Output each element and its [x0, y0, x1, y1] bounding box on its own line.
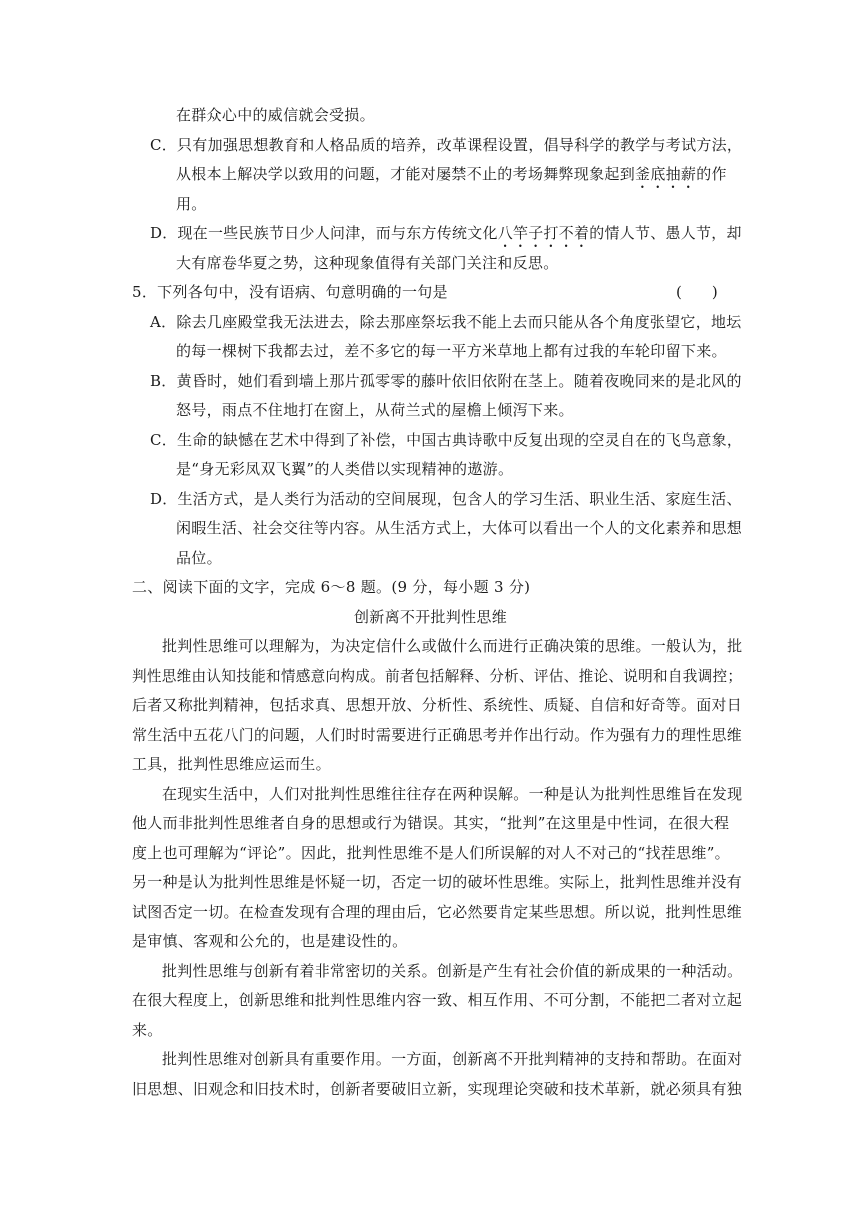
q5-answer-blank: ( )	[676, 283, 718, 301]
q4-option-c-line3: 用。	[176, 195, 207, 213]
paragraph-line: 旧思想、旧观念和旧技术时，创新者要破旧立新，实现理论突破和技术革新，就必须具有独	[132, 1080, 742, 1098]
paragraph-line: 是审慎、客观和公允的，也是建设性的。	[132, 932, 408, 950]
q5-option-b-line2: 怒号，雨点不住地打在窗上，从荷兰式的屋檐上倾泻下来。	[176, 401, 574, 419]
q4-option-c-text: 从根本上解决学以致用的问题，才能对屡禁不止的考场舞弊现象起到	[176, 165, 636, 183]
q4-option-c-text-end: 的作	[696, 165, 727, 183]
paragraph-line: 常生活中五花八门的问题，人们时时需要进行正确思考并作出行动。作为强有力的理性思维	[132, 726, 742, 744]
paragraph-line: 他人而非批判性思维者自身的思想或行为错误。其实，“批判”在这里是中性词，在很大程	[132, 814, 730, 832]
paragraph-line: 批判性思维对创新具有重要作用。一方面，创新离不开批判精神的支持和帮助。在面对	[162, 1050, 743, 1068]
paragraph-line: 度上也可理解为“评论”。因此，批判性思维不是人们所误解的对人不对己的“找茬思维”。	[132, 844, 730, 862]
q4-option-d-line1	[150, 223, 742, 243]
paragraph-line: 判性思维由认知技能和情感意向构成。前者包括解释、分析、评估、推论、说明和自我调控；	[132, 667, 743, 685]
q5-option-d-line2: 闲暇生活、社会交往等内容。从生活方式上，大体可以看出一个人的文化素养和思想	[176, 519, 743, 537]
q4-option-d-line2: 大有席卷华夏之势，这种现象值得有关部门关注和反思。	[176, 254, 559, 272]
q4-option-d-text: D．现在一些民族节日少人问津，而与东方传统文化	[150, 224, 498, 242]
paragraph-line: 批判性思维与创新有着非常密切的关系。创新是产生有社会价值的新成果的一种活动。	[162, 962, 743, 980]
paragraph-line: 另一种是认为批判性思维是怀疑一切，否定一切的破坏性思维。实际上，批判性思维并没有	[132, 873, 742, 891]
paragraph-line: 批判性思维可以理解为，为决定信什么或做什么而进行正确决策的思维。一般认为，批	[162, 637, 743, 655]
q5-option-b-line1: B．黄昏时，她们看到墙上那片孤零零的藤叶依旧依附在茎上。随着夜晚同来的是北风的	[150, 372, 742, 390]
q5-stem: 5．下列各句中，没有语病、句意明确的一句是	[132, 283, 448, 301]
emphasized-idiom: 釜底抽薪	[635, 165, 697, 183]
q5-option-c-line2: 是“身无彩凤双飞翼”的人类借以实现精神的遨游。	[176, 460, 514, 478]
section-heading: 二、阅读下面的文字，完成 6～8 题。(9 分，每小题 3 分)	[132, 578, 531, 596]
paragraph-line: 试图否定一切。在检查发现有合理的理由后，它必然要肯定某些思想。所以说，批判性思维	[132, 903, 742, 921]
q5-option-c-line1: C．生命的缺憾在艺术中得到了补偿，中国古典诗歌中反复出现的空灵自在的飞鸟意象，	[150, 431, 743, 449]
emphasized-idiom: 八竿子打不着	[497, 224, 590, 242]
q4-option-d-text-end: 的情人节、愚人节，却	[589, 224, 742, 242]
article-title: 创新离不开批判性思维	[354, 608, 508, 626]
paragraph-line: 来。	[132, 1021, 163, 1039]
q4-option-c-line1: C．只有加强思想教育和人格品质的培养，改革课程设置，倡导科学的教学与考试方法，	[150, 136, 743, 154]
paragraph-line: 后者又称批判精神，包括求真、思想开放、分析性、系统性、质疑、自信和好奇等。面对日	[132, 696, 742, 714]
q4-option-b-continued: 在群众心中的威信就会受损。	[176, 106, 375, 124]
paragraph-line: 工具，批判性思维应运而生。	[132, 755, 331, 773]
paragraph-line: 在现实生活中，人们对批判性思维往往存在两种误解。一种是认为批判性思维旨在发现	[162, 785, 743, 803]
q5-option-a-line2: 的每一棵树下我都去过，差不多它的每一平方米草地上都有过我的车轮印留下来。	[176, 342, 727, 360]
q4-option-c-line2	[176, 164, 727, 184]
q5-option-a-line1: A．除去几座殿堂我无法进去，除去那座祭坛我不能上去而只能从各个角度张望它，地坛	[150, 313, 742, 331]
paragraph-line: 在很大程度上，创新思维和批判性思维内容一致、相互作用、不可分割，不能把二者对立起	[132, 991, 742, 1009]
q5-option-d-line1: D．生活方式，是人类行为活动的空间展现，包含人的学习生活、职业生活、家庭生活、	[150, 490, 742, 508]
q5-option-d-line3: 品位。	[176, 549, 222, 567]
